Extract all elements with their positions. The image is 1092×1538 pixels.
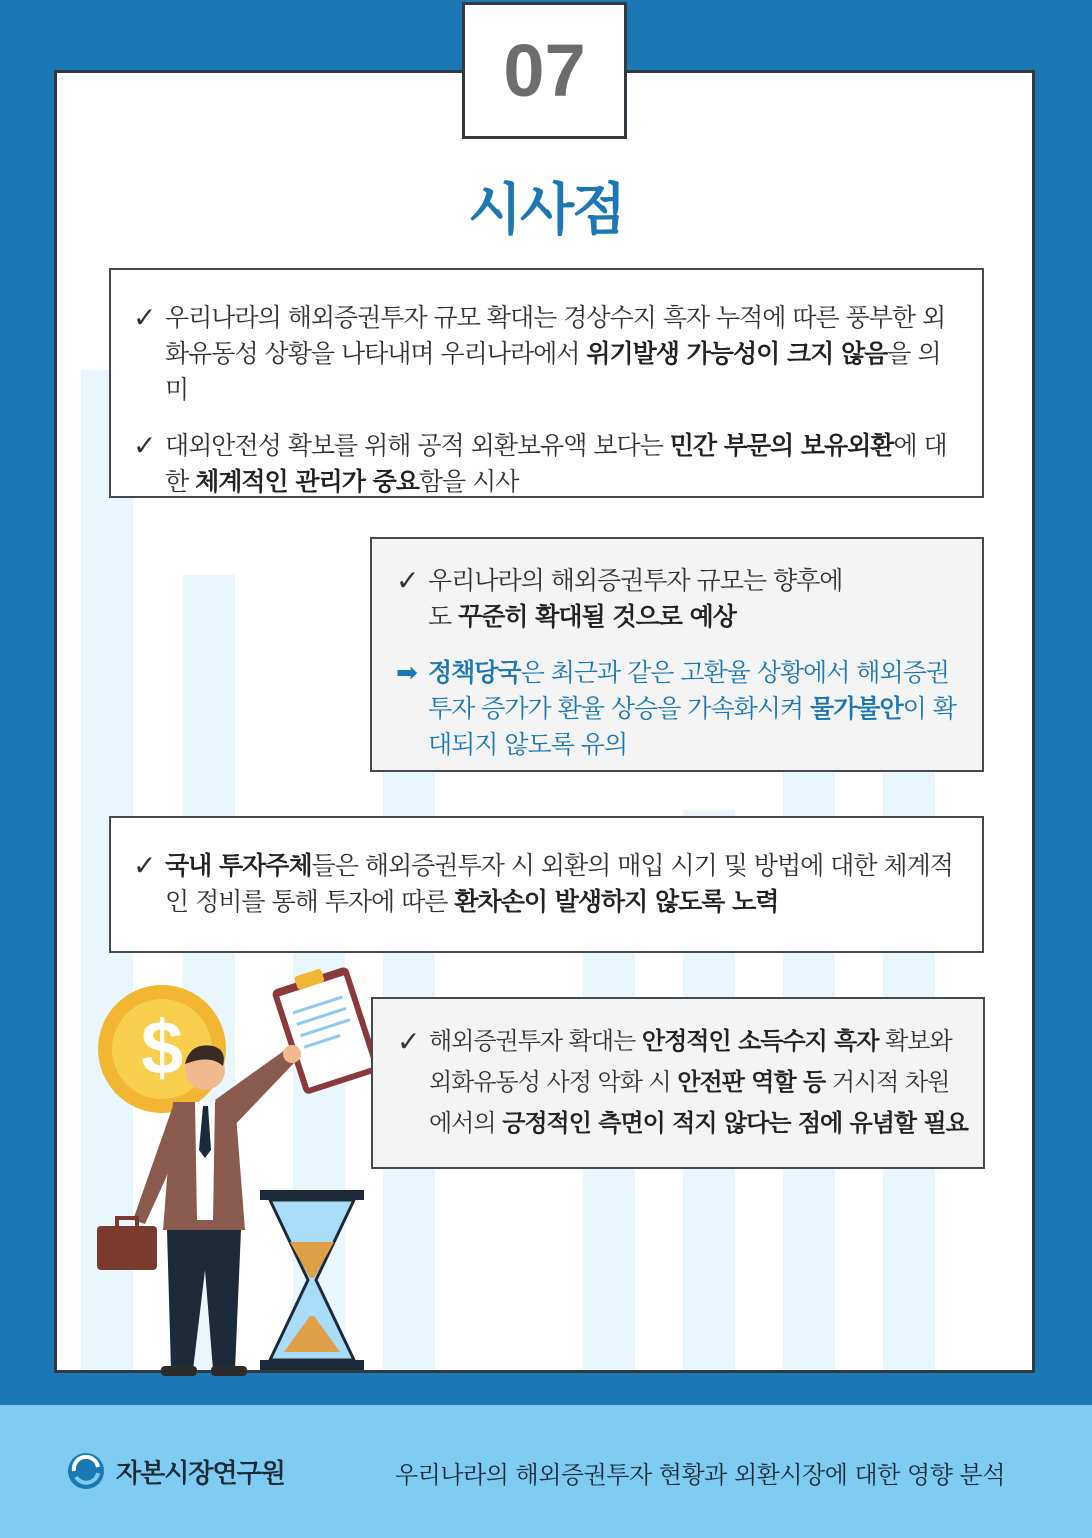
arrow-right-icon: ➡ [396, 658, 417, 688]
summary-box-3 [109, 816, 984, 953]
svg-text:$: $ [140, 1006, 184, 1091]
bullet-item: ✓ 국내 투자주체들은 해외증권투자 시 외환의 매입 시기 및 방법에 대한 체계적인 정비를 통해 투자에 따른 환차손이 발생하지 않도록 노력 [133, 849, 953, 916]
summary-box-2 [370, 537, 984, 772]
organization-name: 자본시장연구원 [116, 1459, 285, 1489]
summary-box-4 [371, 997, 985, 1169]
check-icon: ✓ [396, 564, 419, 597]
check-icon: ✓ [133, 301, 156, 334]
check-icon: ✓ [133, 849, 156, 882]
institute-logo-icon [66, 1451, 106, 1491]
check-icon: ✓ [133, 429, 156, 462]
bullet-item: ✓ 우리나라의 해외증권투자 규모는 향후에도 꾸준히 확대될 것으로 예상 [396, 564, 843, 631]
page-title: 시사점 [467, 178, 625, 243]
page-number: 07 [462, 2, 627, 139]
arrow-item: ➡ 정책당국은 최근과 같은 고환율 상황에서 해외증권투자 증가가 환율 상승을 가속화시켜 물가불안이 확대되지 않도록 유의 [396, 655, 962, 763]
bullet-item: ✓ 해외증권투자 확대는 안정적인 소득수지 흑자 확보와 외화유동성 사정 악화 시 안전판 역할 등 거시적 차원에서의 긍정적인 측면이 적지 않다는 점에 유념할 필요 [397, 1021, 969, 1144]
bullet-item: ✓ 대외안전성 확보를 위해 공적 외환보유액 보다는 민간 부문의 보유외환에 대한 체계적인 관리가 중요함을 시사 [133, 429, 947, 496]
summary-box-1 [109, 268, 984, 498]
report-title: 우리나라의 해외증권투자 현황과 외환시장에 대한 영향 분석 [395, 1461, 1005, 1489]
bullet-item: ✓ 우리나라의 해외증권투자 규모 확대는 경상수지 흑자 누적에 따른 풍부한 외화유동성 상황을 나타내며 우리나라에서 위기발생 가능성이 크지 않음을 의미 [133, 301, 946, 404]
hourglass-icon [258, 1190, 366, 1370]
check-icon: ✓ [397, 1025, 420, 1058]
